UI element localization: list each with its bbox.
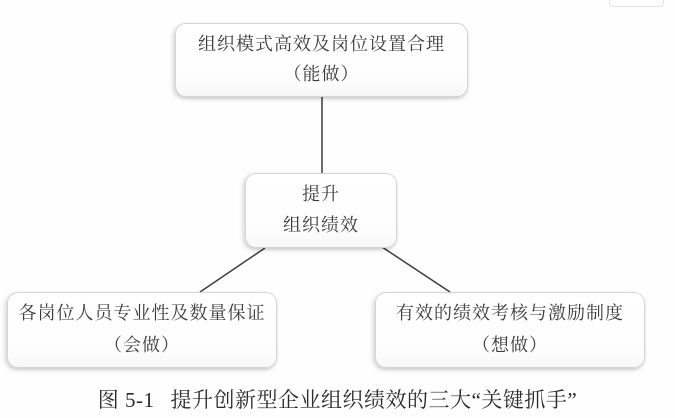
node-bottom-left (7, 292, 277, 368)
figure-caption (0, 384, 675, 414)
node-top-line1: 组织模式高效及岗位设置合理 (198, 33, 445, 54)
node-center (245, 173, 397, 248)
node-bottom-right-line2: （想做） (472, 334, 548, 355)
connector-center-to-bottom-right (382, 247, 450, 292)
figure-caption-label: 图 5-1 (97, 388, 155, 412)
node-center-line2: 组织绩效 (283, 215, 359, 236)
node-bottom-right (375, 292, 645, 368)
node-bottom-right-line1: 有效的绩效考核与激励制度 (396, 303, 624, 324)
node-top (175, 23, 468, 97)
node-top-line2: （能做） (283, 64, 360, 85)
connector-center-to-bottom-left (200, 248, 265, 292)
node-bottom-left-line2: （会做） (104, 334, 180, 355)
node-bottom-left-line1: 各岗位人员专业性及数量保证 (18, 303, 266, 324)
cropped-ui-fragment (609, 0, 664, 7)
node-center-line1: 提升 (302, 184, 340, 205)
figure-caption-title: 提升创新型企业组织绩效的三大“关键抓手” (170, 388, 578, 412)
